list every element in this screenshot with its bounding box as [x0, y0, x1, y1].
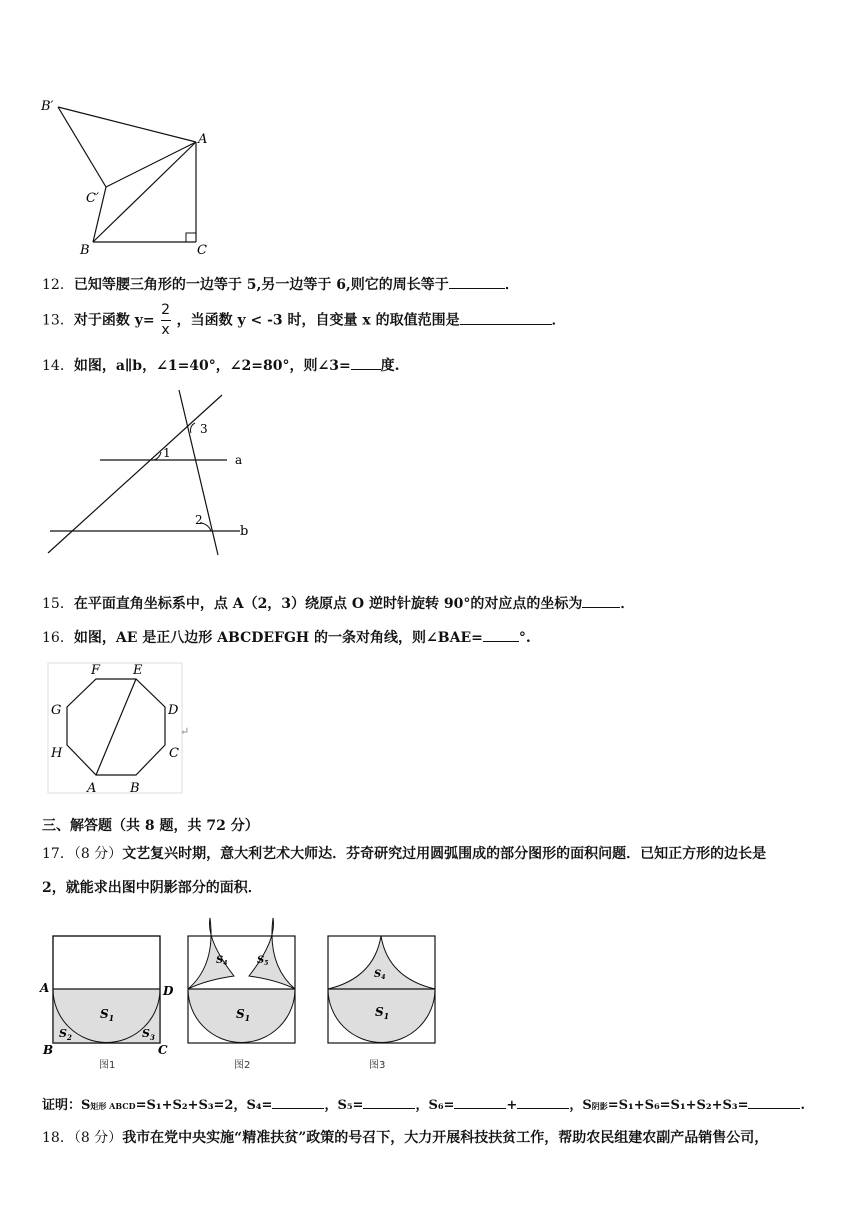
vertex-h-label: H	[51, 746, 63, 761]
question-17-line-2: 2，就能求出图中阴影部分的面积．	[42, 880, 262, 896]
vertex-e-label: E	[133, 663, 143, 678]
label-a: A	[198, 132, 208, 147]
svg-text:S5: $S_5$	[257, 955, 269, 967]
triangle-rotation-figure	[38, 92, 218, 262]
figure-3	[328, 936, 435, 1071]
answer-blank	[582, 593, 620, 608]
angle-2-label: 2	[195, 513, 203, 527]
section-heading: 三、解答题（共 8 题，共 72 分）	[42, 818, 259, 834]
parallel-lines-figure	[40, 385, 270, 565]
s1-label: S	[100, 1007, 109, 1021]
label-c-prime: C′	[86, 191, 99, 206]
svg-text:S2: $S_2$	[59, 1027, 72, 1042]
question-12: 12．已知等腰三角形的一边等于 5,另一边等于 6,则它的周长等于 ．	[42, 274, 519, 294]
svg-text:S4: $S_4$	[374, 969, 386, 981]
vertex-b-label: B	[130, 781, 140, 796]
s3-label: S	[142, 1027, 150, 1040]
vertex-a-label: A	[87, 781, 97, 796]
label-b-prime: B′	[41, 99, 54, 114]
caption-figure-2: 图2	[234, 1060, 251, 1071]
question-18: 18．（8 分）我市在党中央实施“精准扶贫”政策的号召下，大力开展科技扶贫工作，帮助农民组建农副产品销售公司，	[42, 1130, 769, 1146]
line-b-label: b	[240, 524, 249, 539]
s4-label-fig2: S	[216, 955, 224, 966]
vertex-g-label: G	[51, 703, 62, 718]
answer-blank	[748, 1094, 800, 1109]
angle-3-label: 3	[200, 422, 208, 436]
corner-b-label: B	[43, 1043, 54, 1057]
question-14: 14．如图，a∥b，∠1=40°，∠2=80°，则∠3= 度.	[42, 355, 400, 375]
answer-blank	[460, 310, 552, 325]
question-15: 15．在平面直角坐标系中，点 A（2，3）绕原点 O 逆时针旋转 90°的对应点的坐标为 ．	[42, 593, 634, 613]
caption-figure-3: 图3	[369, 1060, 386, 1071]
vertex-f-label: F	[91, 663, 101, 678]
octagon-figure	[40, 655, 210, 800]
angle-1-label: 1	[163, 446, 171, 460]
corner-a-label: A	[40, 981, 50, 995]
s1-label-fig3: S	[375, 1005, 384, 1019]
s4-label-fig3: S	[374, 969, 382, 980]
vertex-d-label: D	[168, 703, 179, 718]
label-b: B	[80, 243, 90, 258]
answer-blank	[449, 274, 505, 289]
answer-blank	[454, 1094, 506, 1109]
svg-text:S1: $S_1$	[100, 1007, 115, 1023]
return-mark: ↵	[180, 725, 190, 738]
answer-blank	[351, 355, 381, 370]
fraction: $\frac{2}{x}$	[161, 302, 171, 338]
answer-blank	[363, 1094, 415, 1109]
corner-c-label: C	[158, 1043, 168, 1057]
answer-blank	[483, 627, 519, 642]
figure-2	[188, 918, 295, 1071]
corner-d-label: D	[163, 984, 174, 998]
proof-line: 证明：S矩形 ABCD=S₁+S₂+S₃=2，S₄= ，S₅= ，S₆= + ，S阴影=S₁+S₆=S₁+S₂+S₃= .	[42, 1094, 805, 1113]
answer-blank	[272, 1094, 324, 1109]
svg-text:S4: $S_4$	[216, 955, 228, 967]
label-c: C	[197, 243, 207, 258]
answer-blank	[517, 1094, 569, 1109]
caption-figure-1: 图1	[99, 1060, 116, 1071]
s2-label: S	[59, 1027, 67, 1040]
question-17-line-1: 17．（8 分）文艺复兴时期，意大利艺术大师达．芬奇研究过用圆弧围成的部分图形的面积问题．已知正方形的边长是	[42, 846, 767, 862]
svg-text:S1: $S_1$	[236, 1007, 251, 1023]
figure-1	[39, 936, 174, 1071]
s5-label-fig2: S	[257, 955, 265, 966]
svg-text:S1: $S_1$	[375, 1005, 390, 1021]
line-a-label: a	[235, 453, 243, 467]
vertex-c-label: C	[169, 746, 179, 761]
s1-label-fig2: S	[236, 1007, 245, 1021]
squares-shaded-figure	[38, 910, 448, 1075]
question-16: 16．如图，AE 是正八边形 ABCDEFGH 的一条对角线，则∠BAE= °.	[42, 627, 531, 647]
question-13: 13．对于函数 y= $\frac{2}{x}$ ，当函数 y < -3 时，自变量 x 的取值范围是 ．	[42, 302, 566, 338]
svg-text:S3: $S_3$	[142, 1027, 155, 1042]
